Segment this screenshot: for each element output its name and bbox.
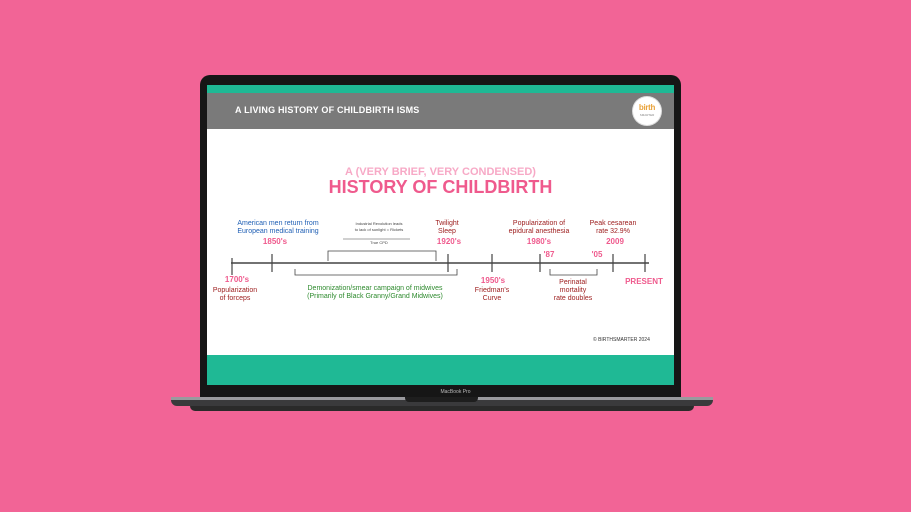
label-epidural-1: Popularization of <box>512 220 566 227</box>
label-year-87: '87 <box>543 250 555 259</box>
label-forceps-1: Popularization <box>212 287 258 294</box>
label-present: PRESENT <box>625 277 663 286</box>
label-year-1920: 1920's <box>436 237 462 246</box>
label-perinatal-2: mortality <box>559 287 587 294</box>
slide-title: HISTORY OF CHILDBIRTH <box>328 177 553 197</box>
label-industrial-1: Industrial Revolution leads <box>355 221 403 226</box>
label-perinatal-3: rate doubles <box>553 295 593 302</box>
label-industrial-2: to lack of sunlight = Rickets <box>354 227 404 232</box>
label-year-05: '05 <box>591 250 603 259</box>
slide <box>207 93 674 355</box>
label-american-men-2: European medical training <box>237 228 319 235</box>
label-epidural-2: epidural anesthesia <box>508 228 570 235</box>
label-cesarean-2: rate 32.9% <box>596 228 630 235</box>
label-true-cpd: True CPD <box>370 240 388 245</box>
label-year-1700: 1700's <box>224 275 250 284</box>
slide-subtitle: A (VERY BRIEF, VERY CONDENSED) <box>345 166 536 178</box>
bracket-true-cpd <box>328 251 436 261</box>
label-american-men-1: American men return from <box>237 220 319 227</box>
label-demonization-2: (Primarily of Black Granny/Grand Midwives) <box>307 293 443 300</box>
bracket-demonization <box>295 269 457 275</box>
laptop-notch <box>405 397 478 402</box>
bracket-perinatal <box>550 269 597 275</box>
slide-header-title: A LIVING HISTORY OF CHILDBIRTH ISMS <box>235 105 420 115</box>
label-cesarean-1: Peak cesarean <box>589 220 637 227</box>
label-forceps-2: of forceps <box>219 295 251 302</box>
label-perinatal-1: Perinatal <box>559 279 587 286</box>
laptop-bottom <box>190 406 694 411</box>
label-demonization-1: Demonization/smear campaign of midwives <box>307 285 443 292</box>
label-friedman-2: Curve <box>482 295 502 302</box>
logo-text: birth <box>638 103 656 112</box>
label-year-1980: 1980's <box>526 237 552 246</box>
label-year-1950: 1950's <box>480 276 506 285</box>
label-twilight-2: Sleep <box>438 228 456 235</box>
label-twilight-1: Twilight <box>435 220 459 227</box>
laptop-brand-label: MacBook Pro <box>440 389 471 395</box>
label-year-1850: 1850's <box>262 237 288 246</box>
logo-subtext: SMARTER <box>639 113 655 117</box>
copyright-text: © BIRTHSMARTER 2024 <box>593 337 650 343</box>
label-friedman-1: Friedman's <box>474 287 510 294</box>
label-year-2009: 2009 <box>606 237 624 246</box>
